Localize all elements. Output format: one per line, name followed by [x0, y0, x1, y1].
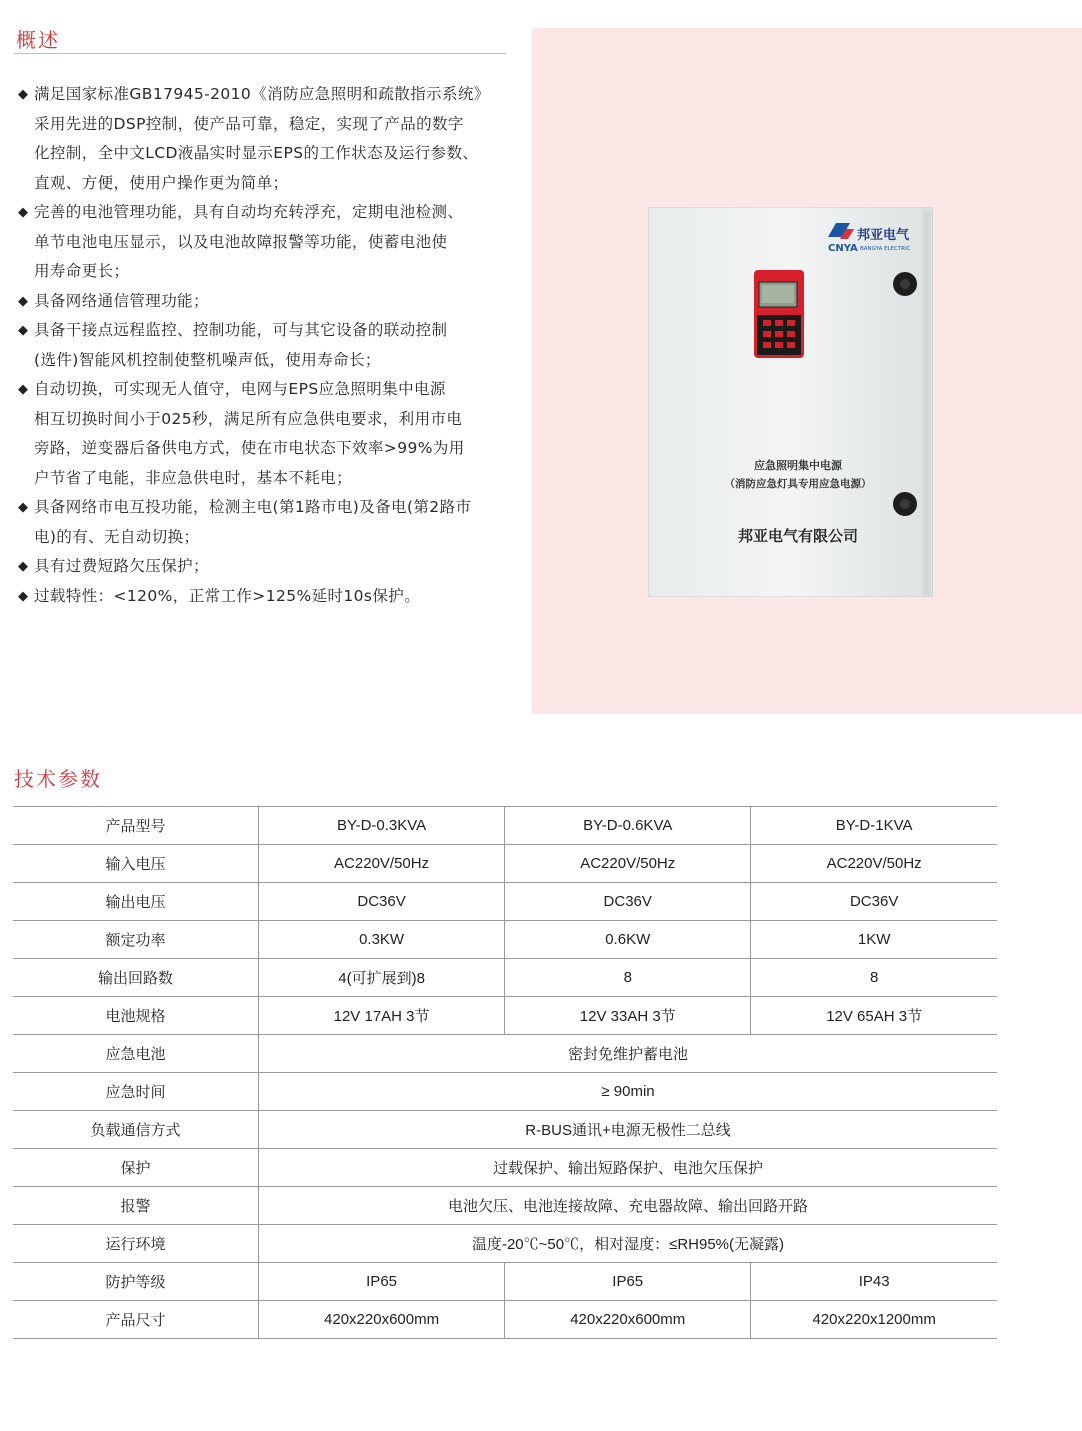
- feature-item: [18, 316, 518, 375]
- brand-name-cn: 邦亚电气: [857, 228, 910, 243]
- feature-item: [18, 552, 518, 582]
- feature-item: [18, 287, 518, 317]
- feature-line: 电)的有、无自动切换；: [34, 527, 200, 546]
- spec-value: BY-D-0.3KVA: [259, 807, 505, 845]
- feature-item: [18, 493, 518, 552]
- spec-label: 运行环境: [13, 1225, 259, 1263]
- spec-label: 负载通信方式: [13, 1111, 259, 1149]
- product-label-line1: 应急照明集中电源: [754, 459, 842, 472]
- feature-item: [18, 80, 518, 198]
- table-row: [13, 1301, 997, 1339]
- brand-logo: [828, 223, 911, 254]
- spec-label: 输出回路数: [13, 959, 259, 997]
- spec-value: DC36V: [505, 883, 751, 921]
- feature-line: ◆ 具有过费短路欠压保护；: [34, 557, 209, 575]
- spec-value: 420x220x600mm: [505, 1301, 751, 1339]
- spec-value: 420x220x1200mm: [751, 1301, 997, 1339]
- spec-value: IP43: [751, 1263, 997, 1301]
- feature-line: 用寿命更长；: [34, 262, 130, 280]
- spec-value: DC36V: [751, 883, 997, 921]
- brand-name-en-sub: BANGYA ELECTRIC: [860, 246, 911, 252]
- spec-label: 防护等级: [13, 1263, 259, 1301]
- spec-value: AC220V/50Hz: [259, 845, 505, 883]
- spec-value: 密封免维护蓄电池: [259, 1035, 998, 1073]
- feature-line: ◆ 自动切换，可实现无人值守，电网与EPS应急照明集中电源: [34, 380, 446, 398]
- spec-value: 过载保护、输出短路保护、电池欠压保护: [259, 1149, 998, 1187]
- feature-line: 旁路，逆变器后备供电方式，使在市电状态下效率>99%为用: [34, 439, 465, 457]
- spec-label: 报警: [13, 1187, 259, 1225]
- spec-label: 应急电池: [13, 1035, 259, 1073]
- feature-line: 户节省了电能，非应急供电时，基本不耗电；: [34, 468, 353, 487]
- overview-feature-list: [18, 80, 518, 611]
- product-label-line2: （消防应急灯具专用应急电源）: [724, 478, 872, 490]
- feature-line: 相互切换时间小于025秒，满足所有应急供电要求，利用市电: [34, 409, 463, 428]
- spec-value: DC36V: [259, 883, 505, 921]
- table-row: [13, 921, 997, 959]
- spec-value: AC220V/50Hz: [505, 845, 751, 883]
- table-row: [13, 1225, 997, 1263]
- specs-title: 技术参数: [14, 767, 102, 791]
- spec-value: BY-D-0.6KVA: [505, 807, 751, 845]
- feature-line: ◆ 满足国家标准GB17945-2010《消防应急照明和疏散指示系统》: [34, 85, 490, 103]
- table-row: [13, 1073, 997, 1111]
- table-row: [13, 997, 997, 1035]
- feature-line: 直观、方便，使用户操作更为简单；: [34, 173, 289, 192]
- spec-value: 8: [751, 959, 997, 997]
- spec-label: 应急时间: [13, 1073, 259, 1111]
- spec-value: 4(可扩展到)8: [259, 959, 505, 997]
- feature-item: [18, 582, 518, 612]
- spec-value: AC220V/50Hz: [751, 845, 997, 883]
- feature-line: ◆ 具备干接点远程监控、控制功能，可与其它设备的联动控制: [34, 321, 448, 339]
- spec-label: 产品型号: [13, 807, 259, 845]
- spec-label: 额定功率: [13, 921, 259, 959]
- table-row: [13, 1187, 997, 1225]
- spec-value: IP65: [505, 1263, 751, 1301]
- spec-label: 输入电压: [13, 845, 259, 883]
- spec-label: 保护: [13, 1149, 259, 1187]
- feature-line: 化控制，全中文LCD液晶实时显示EPS的工作状态及运行参数、: [34, 144, 479, 162]
- spec-value: 8: [505, 959, 751, 997]
- feature-line: ◆ 具备网络市电互投功能，检测主电(第1路市电)及备电(第2路市: [34, 498, 472, 516]
- spec-value: BY-D-1KVA: [751, 807, 997, 845]
- spec-value: R-BUS通讯+电源无极性二总线: [259, 1111, 998, 1149]
- feature-line: 采用先进的DSP控制，使产品可靠，稳定，实现了产品的数字: [34, 114, 464, 133]
- feature-line: 单节电池电压显示，以及电池故障报警等功能，使蓄电池使: [34, 232, 448, 251]
- spec-label: 产品尺寸: [13, 1301, 259, 1339]
- table-row: [13, 1263, 997, 1301]
- spec-value: 电池欠压、电池连接故障、充电器故障、输出回路开路: [259, 1187, 998, 1225]
- overview-title: 概述: [16, 28, 60, 52]
- brand-name-en: CNYA: [828, 243, 858, 254]
- table-row: [13, 1035, 997, 1073]
- spec-value: 12V 65AH 3节: [751, 997, 997, 1035]
- overview-divider: [14, 53, 506, 54]
- table-row: [13, 1149, 997, 1187]
- table-row: [13, 1111, 997, 1149]
- spec-value: 12V 17AH 3节: [259, 997, 505, 1035]
- specs-table: [13, 806, 997, 1339]
- spec-value: 12V 33AH 3节: [505, 997, 751, 1035]
- feature-line: ◆ 过载特性：<120%，正常工作>125%延时10s保护。: [34, 586, 421, 605]
- feature-item: [18, 375, 518, 493]
- spec-value: 温度-20℃~50℃，相对湿度：≤RH95%(无凝露): [259, 1225, 998, 1263]
- feature-item: [18, 198, 518, 287]
- spec-value: IP65: [259, 1263, 505, 1301]
- table-row: [13, 845, 997, 883]
- spec-value: 1KW: [751, 921, 997, 959]
- company-name-label: 邦亚电气有限公司: [737, 527, 859, 545]
- table-row: [13, 883, 997, 921]
- feature-line: ◆ 具备网络通信管理功能；: [34, 291, 209, 310]
- spec-value: 0.3KW: [259, 921, 505, 959]
- spec-value: 420x220x600mm: [259, 1301, 505, 1339]
- table-row: [13, 807, 997, 845]
- spec-label: 电池规格: [13, 997, 259, 1035]
- spec-value: 0.6KW: [505, 921, 751, 959]
- feature-line: ◆ 完善的电池管理功能，具有自动均充转浮充，定期电池检测、: [34, 203, 464, 221]
- feature-line: (选件)智能风机控制使整机噪声低，使用寿命长；: [34, 350, 381, 369]
- spec-value: ≥ 90min: [259, 1073, 998, 1111]
- spec-label: 输出电压: [13, 883, 259, 921]
- product-photo: [648, 207, 933, 597]
- control-panel: [754, 270, 804, 358]
- table-row: [13, 959, 997, 997]
